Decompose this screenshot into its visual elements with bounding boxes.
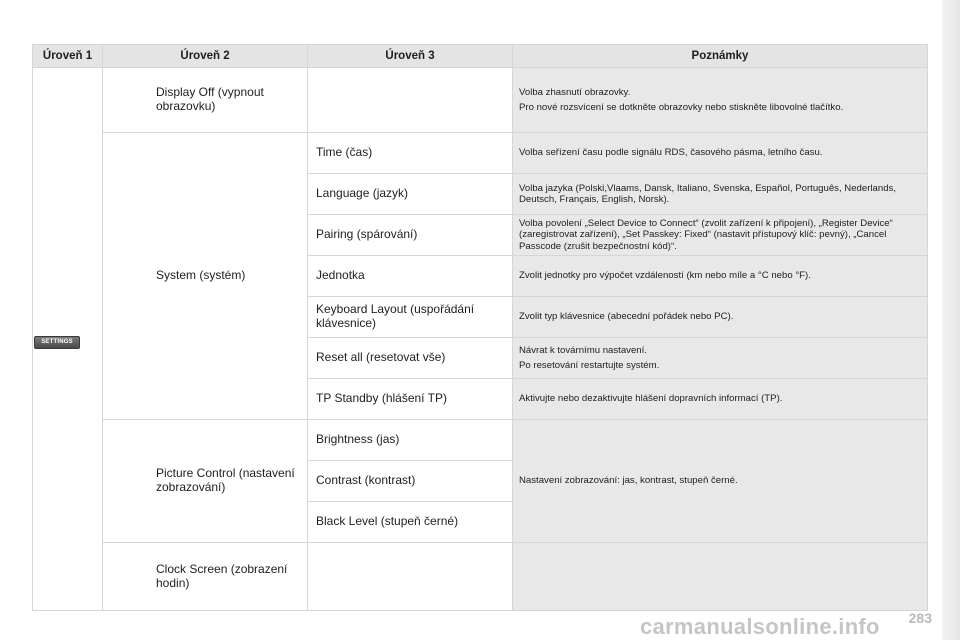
table-row — [33, 543, 928, 611]
table-row — [33, 133, 928, 174]
table-header-row — [33, 45, 928, 68]
note-time: Volba seřízení času podle signálu RDS, časového pásma, letního času. — [513, 133, 928, 174]
settings-button-icon: SETTINGS — [34, 336, 80, 349]
level3-jednotka: Jednotka — [308, 256, 513, 297]
header-level1: Úroveň 1 — [33, 45, 103, 68]
header-level3: Úroveň 3 — [308, 45, 513, 68]
watermark: carmanualsonline.info — [640, 614, 880, 639]
note-keyboard-layout: Zvolit typ klávesnice (abecední pořádek nebo PC). — [513, 297, 928, 338]
note-pairing: Volba povolení „Select Device to Connect“ (zvolit zařízení k připojení), „Register Device“ (zaregistrovat zařízení), „Set Passkey: Fixed“ (nastavit přístupový klíč: pevný), „Cancel Passcode (zrušit bezpečnostní kód)“. — [513, 215, 928, 256]
note-display-off: Volba zhasnutí obrazovky. Pro nové rozsvícení se dotkněte obrazovky nebo stiskněte libovolné tlačítko. — [513, 68, 928, 133]
note-picture-control: Nastavení zobrazování: jas, kontrast, stupeň černé. — [513, 420, 928, 543]
level2-system: System (systém) — [103, 133, 308, 420]
page-number: 283 — [908, 610, 932, 626]
level3-language: Language (jazyk) — [308, 174, 513, 215]
note-language: Volba jazyka (Polski,Vlaams, Dansk, Italiano, Svenska, Español, Português, Nederlands, Deutsch, Français, English, Norsk). — [513, 174, 928, 215]
level3-pairing: Pairing (spárování) — [308, 215, 513, 256]
level3-empty-cell — [308, 543, 513, 611]
level3-keyboard-layout: Keyboard Layout (uspořádání klávesnice) — [308, 297, 513, 338]
table-row — [33, 68, 928, 133]
header-notes: Poznámky — [513, 45, 928, 68]
level2-display-off: Display Off (vypnout obrazovku) — [103, 68, 308, 133]
level3-brightness: Brightness (jas) — [308, 420, 513, 461]
level2-clock-screen: Clock Screen (zobrazení hodin) — [103, 543, 308, 611]
note-empty-cell — [513, 543, 928, 611]
level3-reset-all: Reset all (resetovat vše) — [308, 338, 513, 379]
note-tp-standby: Aktivujte nebo dezaktivujte hlášení dopravních informací (TP). — [513, 379, 928, 420]
level3-black-level: Black Level (stupeň černé) — [308, 502, 513, 543]
settings-table — [32, 44, 928, 611]
level3-tp-standby: TP Standby (hlášení TP) — [308, 379, 513, 420]
page-edge-strip — [942, 0, 960, 640]
header-level2: Úroveň 2 — [103, 45, 308, 68]
note-jednotka: Zvolit jednotky pro výpočet vzdáleností (km nebo míle a °C nebo °F). — [513, 256, 928, 297]
level3-time: Time (čas) — [308, 133, 513, 174]
note-reset-all: Návrat k továrnímu nastavení. Po resetování restartujte systém. — [513, 338, 928, 379]
level2-picture-control: Picture Control (nastavení zobrazování) — [103, 420, 308, 543]
table-row — [33, 420, 928, 461]
level1-cell — [33, 68, 103, 611]
level3-empty-cell — [308, 68, 513, 133]
level3-contrast: Contrast (kontrast) — [308, 461, 513, 502]
